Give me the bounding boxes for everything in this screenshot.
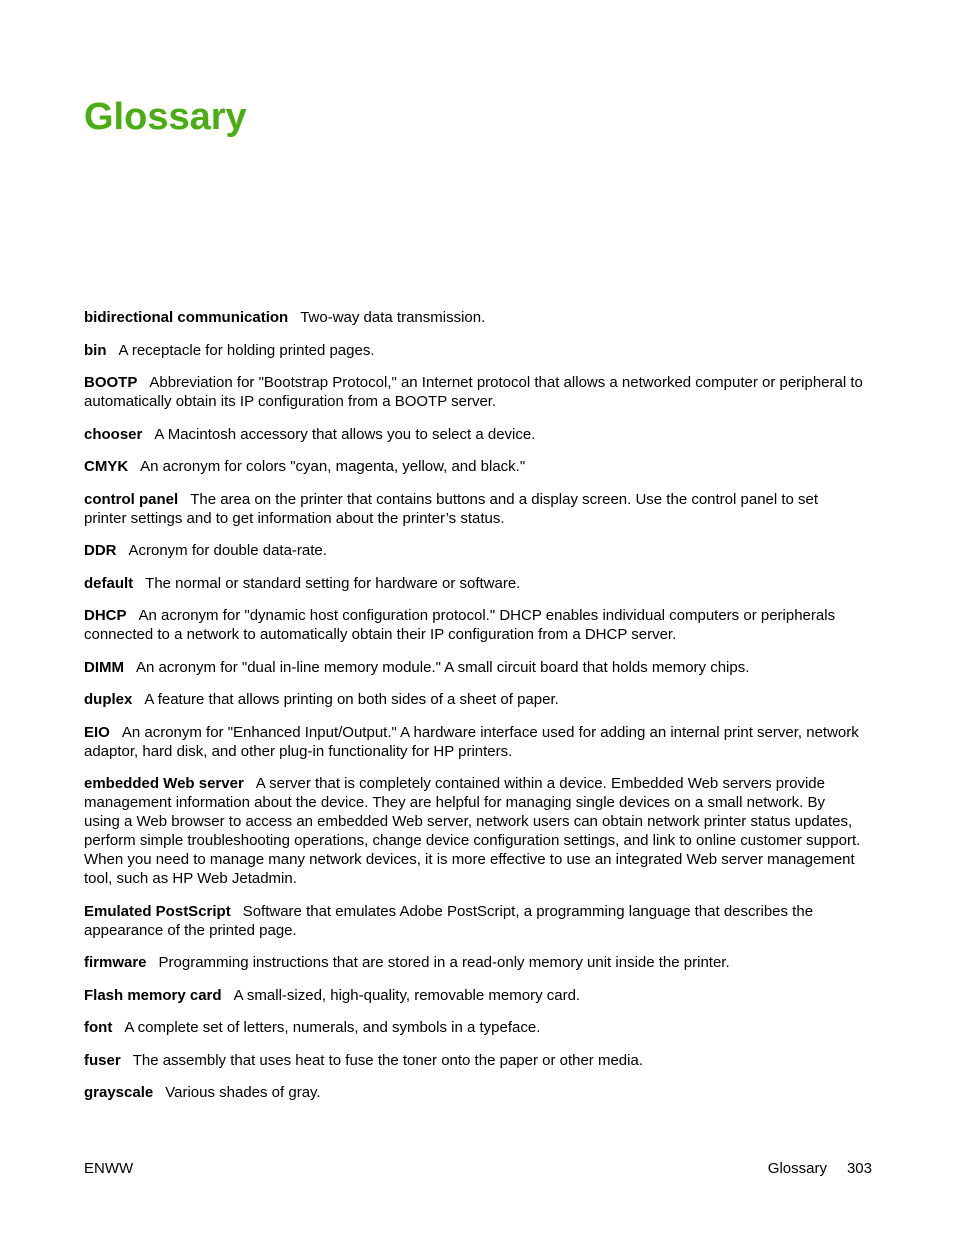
glossary-term: font [84, 1019, 113, 1036]
glossary-definition: A receptacle for holding printed pages. [118, 341, 375, 359]
page-number: 303 [846, 1160, 872, 1177]
glossary-term: DIMM [84, 658, 124, 676]
glossary-definition: The assembly that uses heat to fuse the toner onto the paper or other media. [132, 1051, 643, 1069]
glossary-definition: A feature that allows printing on both sides of a sheet of paper. [144, 691, 559, 708]
glossary-term: Emulated PostScript [84, 902, 231, 920]
glossary-definition: Two-way data transmission. [300, 309, 486, 326]
glossary-entry [84, 373, 864, 411]
glossary-definition: A server that is completely contained within a device. Embedded Web servers provide management information about the device. They are helpful for managing single devices on a small network. By using a Web browser to access an embedded Web server, network users can obtain network printer status updates, perform simple troubleshooting operations, change device configuration settings, and link to online customer support. When you need to manage many network devices, it is more effective to use an integrated Web server management tool, such as HP Web Jetadmin. [84, 775, 861, 887]
glossary-term: embedded Web server [84, 775, 244, 792]
glossary-entry [84, 1018, 864, 1037]
glossary-entry [84, 1051, 864, 1070]
glossary-definition: Acronym for double data-rate. [128, 542, 327, 559]
glossary-definition: A small-sized, high-quality, removable memory card. [233, 986, 581, 1004]
glossary-definition: Abbreviation for "Bootstrap Protocol," an Internet protocol that allows a networked computer or peripheral to automatically obtain its IP configuration from a BOOTP server. [84, 374, 863, 410]
glossary-entry [84, 425, 864, 444]
glossary-entry [84, 541, 864, 560]
glossary-entry [84, 658, 864, 677]
glossary-definition: Various shades of gray. [165, 1084, 321, 1101]
glossary-term: DDR [84, 542, 117, 559]
glossary-definition: Software that emulates Adobe PostScript, a programming language that describes the appearance of the printed page. [84, 902, 814, 939]
glossary-entry [84, 902, 864, 940]
glossary-term: EIO [84, 723, 110, 741]
glossary-entry [84, 774, 864, 888]
glossary-definition: An acronym for colors "cyan, magenta, yellow, and black." [140, 458, 526, 475]
glossary-entry [84, 341, 864, 360]
glossary-entry [84, 490, 864, 528]
glossary-entry [84, 1083, 864, 1102]
glossary-term: duplex [84, 691, 133, 708]
glossary-definition: The area on the printer that contains buttons and a display screen. Use the control panel to set printer settings and to get information about the printer’s status. [84, 490, 819, 527]
glossary-term: bidirectional communication [84, 309, 289, 326]
glossary-term: chooser [84, 425, 143, 443]
glossary-definition: The normal or standard setting for hardware or software. [145, 574, 521, 592]
glossary-definition: An acronym for "dual in-line memory module." A small circuit board that holds memory chips. [136, 658, 750, 676]
glossary-term: CMYK [84, 458, 129, 475]
glossary-entry [84, 606, 864, 644]
glossary-definition: A Macintosh accessory that allows you to select a device. [154, 425, 536, 443]
glossary-entry [84, 953, 864, 972]
glossary-term: fuser [84, 1051, 121, 1069]
glossary-definition: A complete set of letters, numerals, and symbols in a typeface. [124, 1019, 541, 1036]
glossary-term: Flash memory card [84, 986, 222, 1004]
glossary-term: BOOTP [84, 374, 138, 391]
glossary-list [84, 308, 864, 1116]
glossary-definition: An acronym for "Enhanced Input/Output." A hardware interface used for adding an internal print server, network adaptor, hard disk, and other plug-in functionality for HP printers. [84, 723, 859, 760]
glossary-entry [84, 690, 864, 709]
glossary-term: default [84, 574, 134, 592]
glossary-entry [84, 723, 864, 761]
page-title: Glossary [84, 96, 247, 138]
glossary-entry [84, 574, 864, 593]
glossary-term: DHCP [84, 607, 127, 624]
footer-section-name: Glossary [767, 1160, 827, 1177]
glossary-entry [84, 308, 864, 327]
footer-right [768, 1159, 872, 1178]
glossary-term: grayscale [84, 1084, 154, 1101]
glossary-definition: An acronym for "dynamic host configuration protocol." DHCP enables individual computers or peripherals connected to a network to automatically obtain their IP configuration from a DHCP server. [84, 607, 836, 643]
glossary-entry [84, 457, 864, 476]
footer-publication-code: ENWW [84, 1160, 134, 1177]
glossary-entry [84, 986, 864, 1005]
glossary-definition: Programming instructions that are stored in a read-only memory unit inside the printer. [158, 954, 730, 971]
glossary-term: firmware [84, 954, 147, 971]
glossary-term: bin [84, 341, 107, 359]
glossary-term: control panel [84, 490, 179, 508]
